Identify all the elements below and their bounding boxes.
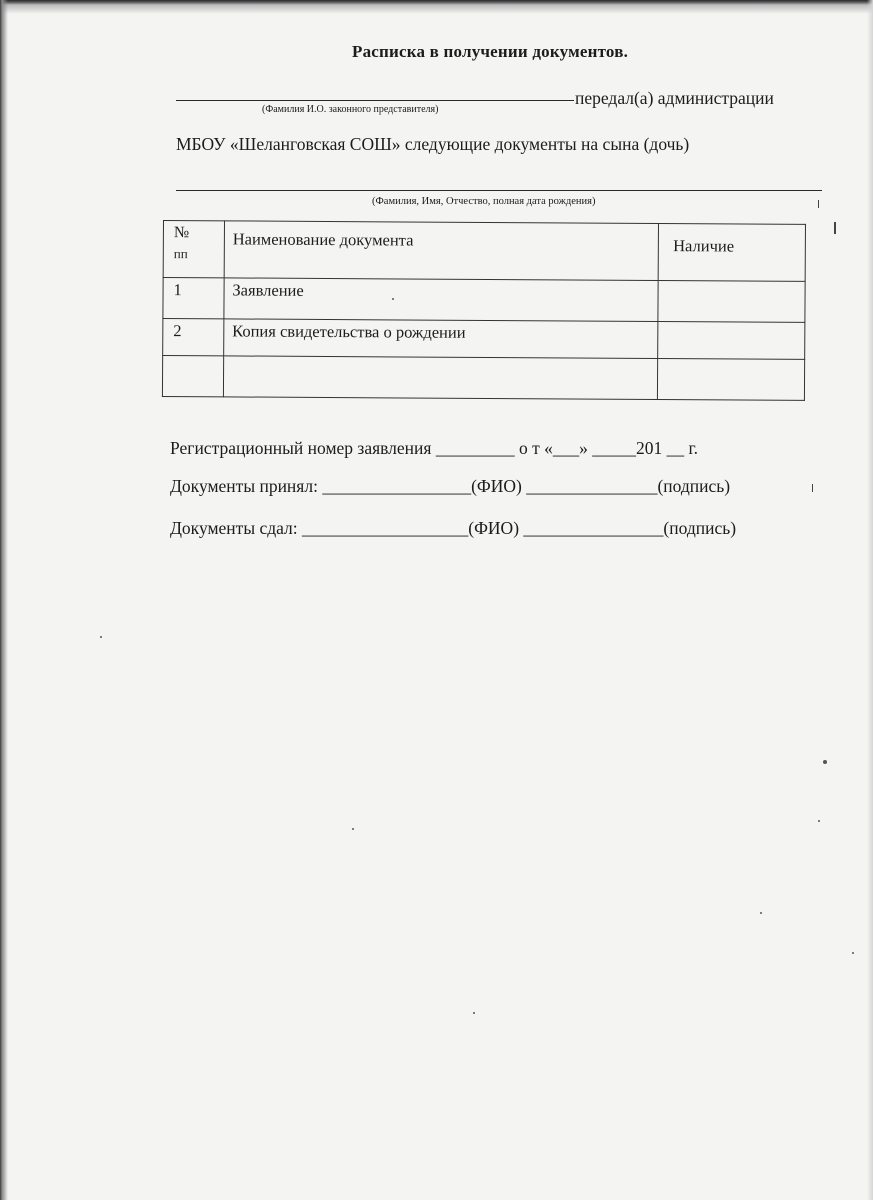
row-number: 2 xyxy=(163,319,224,356)
scan-mark xyxy=(812,484,813,492)
scan-edge-right xyxy=(867,0,873,1200)
row-number: 1 xyxy=(163,278,224,319)
registration-line: Регистрационный номер заявления _________ о т «___» _____201 __ г. xyxy=(170,438,699,458)
scan-mark xyxy=(818,200,819,208)
table-row xyxy=(162,356,804,401)
table-row xyxy=(163,319,805,360)
school-line: МБОУ «Шеланговская СОШ» следующие документы на сына (дочь) xyxy=(176,134,690,154)
documents-table xyxy=(162,220,806,401)
row-presence xyxy=(658,359,805,401)
child-caption: (Фамилия, Имя, Отчество, полная дата рождения) xyxy=(372,196,596,207)
row-document-name xyxy=(223,356,658,400)
row-presence xyxy=(658,281,805,323)
submitted-by-line: Документы сдал: ___________________(ФИО) ________________(подпись) xyxy=(170,518,737,538)
document-title: Расписка в получении документов. xyxy=(352,42,629,61)
header-name: Наименование документа xyxy=(232,229,414,250)
accepted-by-line: Документы принял: _________________(ФИО) _______________(подпись) xyxy=(170,476,731,496)
row-document-name: Копия свидетельства о рождении xyxy=(224,319,659,359)
representative-blank-line xyxy=(176,100,574,101)
scan-speck xyxy=(392,298,394,300)
row-number xyxy=(162,356,223,397)
scan-speck xyxy=(100,636,102,638)
table-row xyxy=(163,278,805,323)
scan-mark xyxy=(834,222,836,234)
scan-speck xyxy=(760,912,762,914)
header-number-symbol: № xyxy=(173,224,190,242)
child-blank-line xyxy=(176,190,822,191)
scan-edge-top xyxy=(0,0,873,14)
scan-speck xyxy=(852,952,854,954)
table-header-row xyxy=(163,221,805,282)
row-presence xyxy=(658,322,805,360)
header-presence-cell xyxy=(658,224,805,282)
scan-speck xyxy=(823,760,827,764)
header-presence: Наличие xyxy=(673,236,735,256)
scan-edge-left xyxy=(0,0,8,1200)
header-number-cell xyxy=(163,221,224,278)
scan-speck xyxy=(818,820,820,822)
header-number-pp: пп xyxy=(173,246,188,262)
scan-speck xyxy=(473,1012,475,1014)
header-name-cell xyxy=(224,221,659,281)
scan-speck xyxy=(352,828,354,830)
representative-line-suffix: передал(а) администрации xyxy=(575,88,774,108)
row-document-name: Заявление xyxy=(224,278,659,322)
representative-caption: (Фамилия И.О. законного представителя) xyxy=(262,104,439,115)
